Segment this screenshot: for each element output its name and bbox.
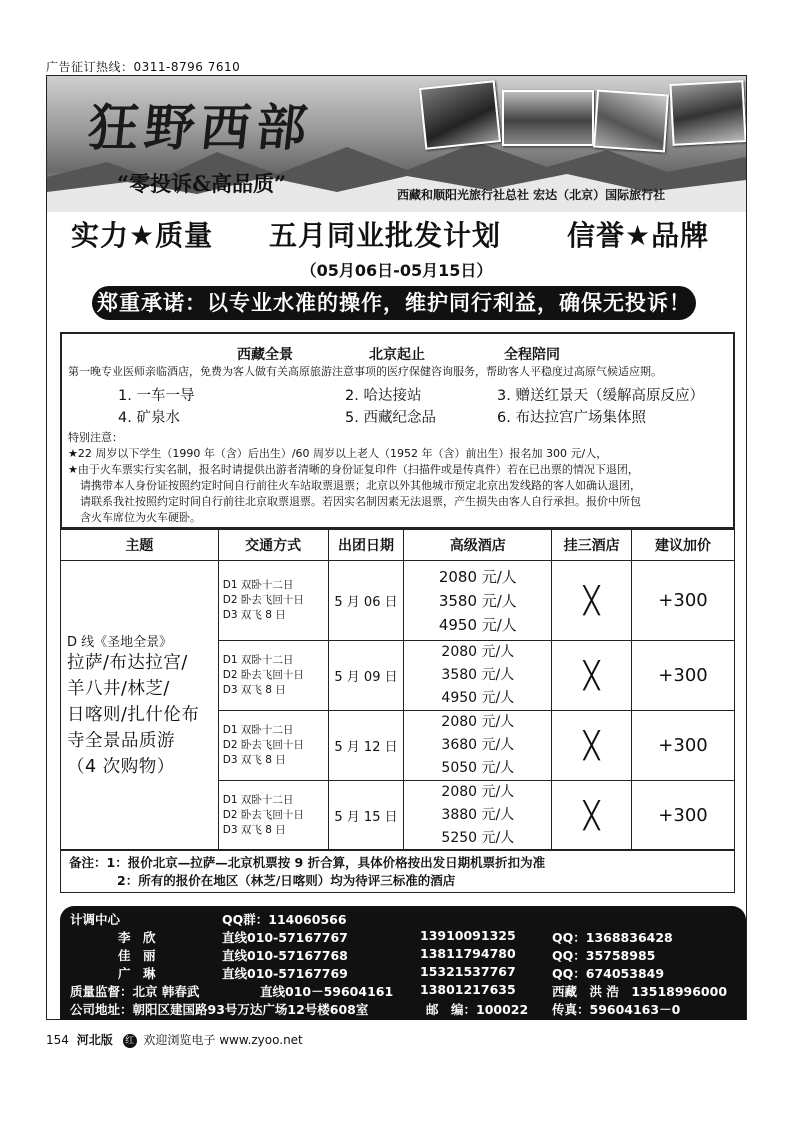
three-star-cell: ╳	[552, 561, 632, 641]
contact-line: 直线010-57167767	[222, 930, 348, 945]
feature-item-4: 4. 矿泉水	[118, 410, 180, 426]
contact-qq: QQ：1368836428	[552, 930, 673, 945]
quality-mobile: 13801217635	[420, 982, 516, 997]
remarks	[60, 849, 735, 893]
footer	[46, 1031, 303, 1048]
price: 5050 元/人	[441, 760, 515, 776]
header-premium-hotel: 高级酒店	[404, 530, 552, 561]
theme-line: 羊八井/林芝/	[67, 679, 170, 699]
transport-option: D1 双卧十二日	[222, 654, 294, 666]
quality-line: 直线010－59604161	[260, 984, 394, 999]
price: 2080 元/人	[441, 644, 515, 660]
magazine-logo-icon: 红	[123, 1034, 137, 1048]
transport-option: D1 双卧十二日	[222, 794, 294, 806]
theme-cell	[61, 561, 219, 851]
page-number: 154	[46, 1033, 69, 1047]
feature-item-3: 3. 赠送红景天（缓解高原反应）	[497, 388, 704, 404]
table-header-row	[61, 530, 735, 561]
contact-block	[60, 906, 746, 1020]
remark-1: 备注：1：报价北京—拉萨—北京机票按 9 折合算，具体价格按出发日期机票折扣为准	[69, 855, 546, 870]
tibet-contact: 西藏 洪 浩 13518996000	[552, 984, 728, 999]
headline-right: 信誉★品牌	[567, 219, 710, 252]
header-date: 出团日期	[328, 530, 404, 561]
transport-option: D2 卧去飞回十日	[222, 809, 304, 821]
contact-name: 广 琳	[118, 966, 156, 981]
contact-mobile: 13811794780	[420, 946, 516, 961]
special-note-1: ★22 周岁以下学生（1990 年（含）后出生）/60 周岁以上老人（1952 年（含）前出生）报名加 300 元/人，	[68, 447, 608, 460]
theme-line: 日喀则/扎什伦布	[67, 705, 200, 725]
headline	[47, 214, 746, 250]
transport-option: D2 卧去飞回十日	[222, 594, 304, 606]
theme-line: 寺全景品质游	[67, 731, 175, 751]
transport-option: D1 双卧十二日	[222, 724, 294, 736]
special-note-2d: 含火车席位为火车硬卧。	[80, 511, 201, 524]
price: 2080 元/人	[438, 567, 517, 586]
contact-qq: QQ：674053849	[552, 966, 665, 981]
three-star-cell: ╳	[552, 641, 632, 711]
price: 2080 元/人	[441, 784, 515, 800]
remark-2: 2：所有的报价在地区（林芝/日喀则）均为待评三标准的酒店	[117, 873, 456, 888]
contact-name: 李 欣	[118, 930, 156, 945]
theme-line: （4 次购物）	[67, 757, 175, 777]
center-label: 计调中心	[70, 912, 121, 927]
fax: 传真：59604163－0	[552, 1002, 681, 1017]
promise-banner: 郑重承诺：以专业水准的操作，维护同行利益，确保无投诉！	[92, 286, 696, 320]
theme-line: 拉萨/布达拉宫/	[67, 653, 188, 673]
doctor-note: 第一晚专业医师亲临酒店，免费为客人做有关高原旅游注意事项的医疗保健咨询服务，帮助客人平稳度过高原气候适应期。	[68, 365, 662, 378]
premium-price-cell	[404, 561, 552, 641]
transport-option: D3 双飞 8 日	[222, 609, 286, 621]
header-three-star: 挂三酒店	[552, 530, 632, 561]
header-theme: 主题	[61, 530, 219, 561]
price: 3580 元/人	[438, 591, 517, 610]
feature-3: 全程陪同	[504, 347, 560, 363]
price: 3880 元/人	[441, 807, 515, 823]
website[interactable]: 欢迎浏览电子 www.zyoo.net	[143, 1033, 303, 1047]
headline-center: 五月同业批发计划	[269, 219, 502, 252]
transport-cell	[218, 781, 328, 851]
three-star-cell: ╳	[552, 781, 632, 851]
photo-3	[593, 90, 669, 153]
date-cell: 5 月 06 日	[328, 561, 404, 641]
price: 3680 元/人	[441, 737, 515, 753]
premium-price-cell	[404, 781, 552, 851]
price: 4950 元/人	[438, 615, 517, 634]
feature-item-6: 6. 布达拉宫广场集体照	[497, 410, 646, 426]
special-note-2c: 请联系我社按照约定时间自行前往北京取票退票。若因实名制因素无法退票，产生损失由客人自行承担。报价中所包	[80, 495, 641, 508]
contact-mobile: 15321537767	[420, 964, 516, 979]
feature-item-5: 5. 西藏纪念品	[345, 410, 436, 426]
special-note-2b: 请携带本人身份证按照约定时间自行前往火车站取票退票；北京以外其他城市预定北京出发线路的客人如确认退团，	[80, 479, 641, 492]
company-address: 公司地址：朝阳区建国路93号万达广场12号楼608室	[70, 1002, 369, 1017]
header-markup: 建议加价	[632, 530, 735, 561]
feature-item-2: 2. 哈达接站	[345, 388, 422, 404]
transport-cell	[218, 641, 328, 711]
features-box	[60, 332, 735, 529]
transport-option: D2 卧去飞回十日	[222, 739, 304, 751]
special-title: 特别注意：	[68, 431, 123, 444]
contact-line: 直线010-57167768	[222, 948, 348, 963]
postcode: 邮 编：100022	[426, 1002, 529, 1017]
contact-line: 直线010-57167769	[222, 966, 348, 981]
contact-qq: QQ：35758985	[552, 948, 656, 963]
banner-title: 狂野西部	[85, 98, 316, 157]
special-note-2a: ★由于火车票实行实名制，报名时请提供出游者清晰的身份证复印件（扫描件或是传真件）若在已出票的情况下退团，	[68, 463, 639, 476]
edition: 河北版	[76, 1033, 113, 1047]
headline-left: 实力★质量	[71, 219, 214, 252]
qq-group: QQ群：114060566	[222, 912, 347, 927]
markup-cell: +300	[632, 781, 735, 851]
price: 3580 元/人	[441, 667, 515, 683]
transport-option: D3 双飞 8 日	[222, 824, 286, 836]
transport-cell	[218, 711, 328, 781]
header-transport: 交通方式	[218, 530, 328, 561]
markup-cell: +300	[632, 641, 735, 711]
transport-option: D3 双飞 8 日	[222, 754, 286, 766]
price: 4950 元/人	[441, 690, 515, 706]
price: 5250 元/人	[441, 830, 515, 846]
banner-slogan: “零投诉&高品质”	[117, 171, 287, 196]
quality-supervisor: 质量监督：北京 韩春武	[70, 984, 200, 999]
date-cell: 5 月 09 日	[328, 641, 404, 711]
date-range: （05月06日-05月15日）	[300, 261, 493, 280]
photo-2	[502, 90, 594, 146]
three-star-cell: ╳	[552, 711, 632, 781]
banner	[47, 76, 746, 212]
transport-option: D2 卧去飞回十日	[222, 669, 304, 681]
contact-mobile: 13910091325	[420, 928, 516, 943]
transport-option: D3 双飞 8 日	[222, 684, 286, 696]
feature-1: 西藏全景	[237, 347, 293, 363]
feature-item-1: 1. 一车一导	[118, 388, 195, 404]
markup-cell: +300	[632, 711, 735, 781]
markup-cell: +300	[632, 561, 735, 641]
photo-4	[669, 80, 746, 146]
premium-price-cell	[404, 641, 552, 711]
transport-option: D1 双卧十二日	[222, 579, 294, 591]
feature-2: 北京起止	[369, 347, 425, 363]
contact-name: 佳 丽	[118, 948, 156, 963]
date-cell: 5 月 12 日	[328, 711, 404, 781]
price: 2080 元/人	[441, 714, 515, 730]
premium-price-cell	[404, 711, 552, 781]
ad-hotline: 广告征订热线：0311-8796 7610	[46, 60, 241, 74]
price-table	[60, 529, 735, 851]
agency-names: 西藏和顺阳光旅行社总社 宏达（北京）国际旅行社	[397, 188, 666, 202]
photo-1	[419, 80, 501, 150]
transport-cell	[218, 561, 328, 641]
theme-line: D 线《圣地全景》	[67, 635, 173, 650]
date-cell: 5 月 15 日	[328, 781, 404, 851]
table-row	[61, 561, 735, 641]
